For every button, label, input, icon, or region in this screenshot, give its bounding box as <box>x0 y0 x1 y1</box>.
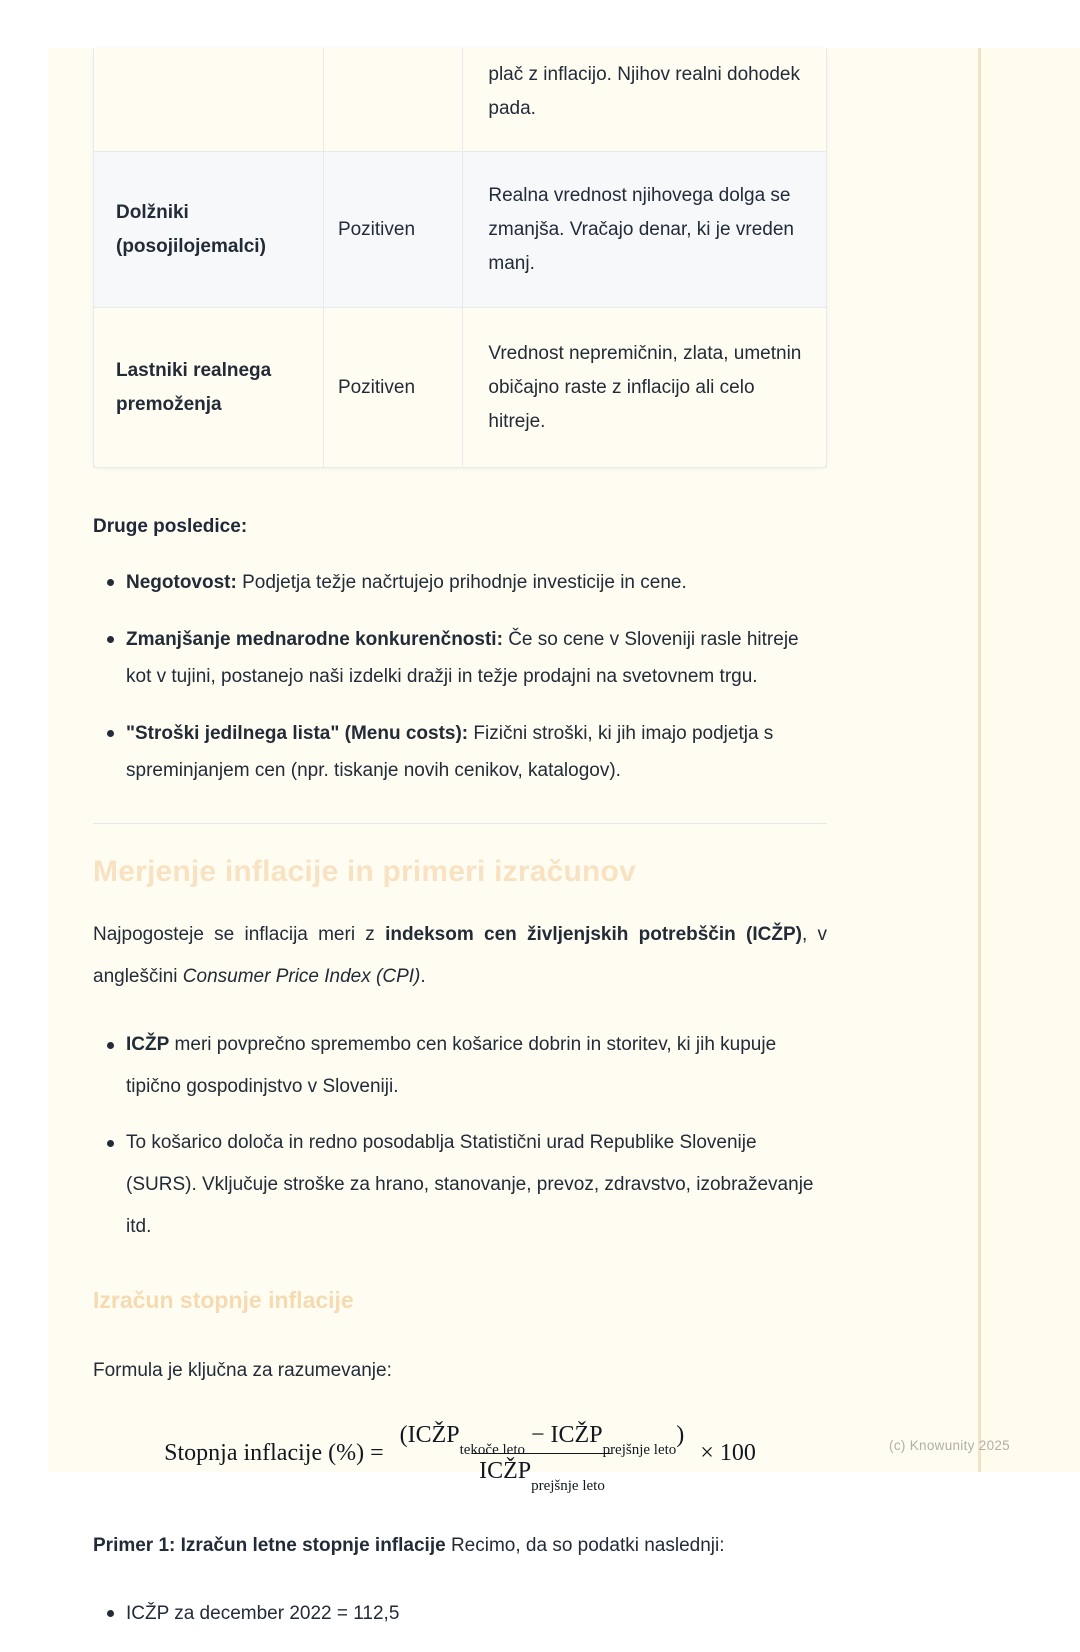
table-cell-description: plač z inflacijo. Njihov realni dohodek pada. <box>463 48 827 152</box>
bullet-icon <box>107 1042 114 1049</box>
example-data-list <box>93 1595 827 1632</box>
list-item-lead: ICŽP <box>126 1034 170 1055</box>
list-item-text: Fizični stroški, ki jih imajo podjetja s spreminjanjem cen (npr. tiskanje novih cenikov, katalogov). <box>126 723 774 781</box>
list-item-lead: Negotovost: <box>126 572 237 593</box>
table-cell-group <box>93 48 324 152</box>
list-item <box>93 621 827 695</box>
document-page <box>48 48 1080 1624</box>
page-edge-line <box>978 48 981 1472</box>
list-item <box>93 1595 827 1632</box>
page-content <box>93 48 827 1652</box>
measuring-list <box>93 1024 827 1248</box>
table-row <box>93 152 827 308</box>
inflation-rate-formula <box>93 1422 827 1494</box>
formula-numerator: ($ICŽP_{tekoče leto}-$ $ICŽP_{prejšnje leto}$) <box>399 1422 685 1458</box>
table-cell-group: Dolžniki (posojilojemalci) <box>93 152 324 308</box>
list-item <box>93 715 827 789</box>
list-item-text: meri povprečno spremembo cen košarice dobrin in storitev, ki jih kupuje tipično gospodinjstvo v Sloveniji. <box>126 1034 777 1097</box>
formula-lead-text: Formula je ključna za razumevanje: <box>93 1360 392 1381</box>
intro-italic: Consumer Price Index (CPI) <box>182 966 421 987</box>
example-paragraph <box>93 1531 827 1561</box>
table-cell-effect: Pozitiven <box>324 308 463 468</box>
intro-mid: , v angleščini <box>93 924 827 987</box>
consequences-heading: Druge posledice: <box>93 516 248 537</box>
list-item-text: Podjetja težje načrtujejo prihodnje investicije in cene. <box>236 572 687 593</box>
formula-denominator: $ICŽP_{prejšnje leto}$ <box>473 1453 611 1485</box>
list-item-text: ICŽP za december 2022 = 112,5 <box>126 1603 400 1624</box>
section-divider <box>93 823 827 824</box>
list-item <box>93 1122 827 1248</box>
list-item-lead: "Stroški jedilnega lista" (Menu costs): <box>126 723 469 744</box>
table-cell-group: Lastniki realnega premoženja <box>93 308 324 468</box>
consequences-list <box>93 564 827 789</box>
table-row <box>93 308 827 468</box>
table-cell-effect <box>324 48 463 152</box>
list-item-lead: Zmanjšanje mednarodne konkurenčnosti: <box>126 629 503 650</box>
page-right-strip <box>981 48 1080 1472</box>
formula-lhs: Stopnja inflacije (%) = <box>164 1440 384 1466</box>
formula-multiplier: × 100 <box>700 1440 756 1466</box>
measuring-intro-paragraph <box>93 914 827 998</box>
table-cell-effect: Pozitiven <box>324 152 463 308</box>
example-lead: Primer 1: Izračun letne stopnje inflacije <box>93 1535 446 1556</box>
bullet-icon <box>107 1140 114 1147</box>
bullet-icon <box>107 1610 114 1617</box>
table-cell-description: Vrednost nepremičnin, zlata, umetnin običajno raste z inflacijo ali celo hitreje. <box>463 308 827 468</box>
formula-fraction <box>394 1422 691 1494</box>
list-item-text: To košarico določa in redno posodablja Statistični urad Republike Slovenije (SURS). Vključuje stroške za hrano, stanovanje, prevoz, zdravstvo, izobraževanje itd. <box>126 1132 814 1237</box>
inflation-impact-table <box>93 48 827 468</box>
calculation-section-heading: Izračun stopnje inflacije <box>93 1287 354 1313</box>
intro-post: . <box>420 966 426 987</box>
table-row <box>93 48 827 152</box>
intro-pre: Najpogosteje se inflacija meri z <box>93 924 386 945</box>
list-item <box>93 564 827 601</box>
bullet-icon <box>107 636 114 643</box>
example-text: Recimo, da so podatki naslednji: <box>445 1535 725 1556</box>
bullet-icon <box>107 730 114 737</box>
list-item <box>93 1024 827 1108</box>
list-item-text: Če so cene v Sloveniji rasle hitreje kot v tujini, postanejo naši izdelki dražji in težje prodajni na svetovnem trgu. <box>126 629 799 687</box>
bullet-icon <box>107 579 114 586</box>
copyright-watermark: (c) Knowunity 2025 <box>889 1438 1010 1453</box>
table-cell-description: Realna vrednost njihovega dolga se zmanjša. Vračajo denar, ki je vreden manj. <box>463 152 827 308</box>
measuring-section-heading: Merjenje inflacije in primeri izračunov <box>93 855 636 888</box>
intro-bold: indeksom cen življenjskih potrebščin (ICŽP) <box>385 924 802 945</box>
